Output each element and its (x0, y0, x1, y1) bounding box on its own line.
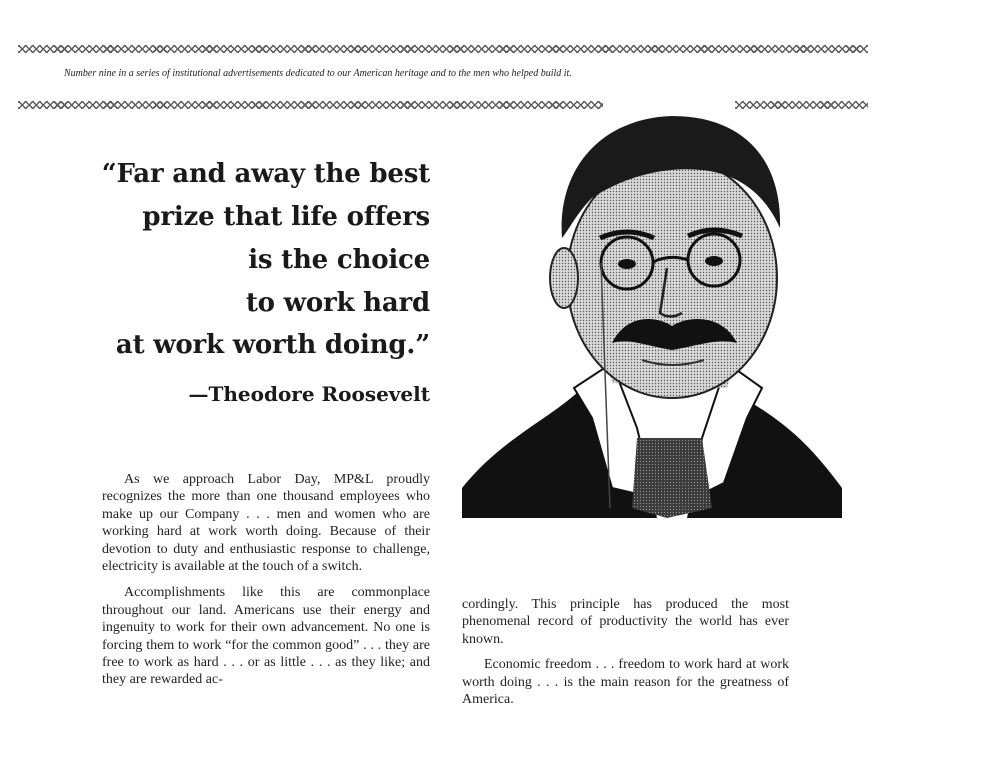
body-paragraph-1: As we approach Labor Day, MP&L proudly recognizes the more than one thousand employees who make up our Company . . . men and women who are working hard at work worth doing. Because of their devotion to duty and enthusiastic response to challenge, electricity is available at the touch of a switch. (102, 472, 430, 575)
quote-line: “Far and away the best (101, 159, 430, 189)
body-paragraph-2-end: cordingly. This principle has produced the most phenomenal record of productivity the world has ever known. (462, 597, 789, 647)
body-paragraph-2-start: Accomplishments like this are commonplace throughout our land. Americans use their energy and ingenuity to work for their own advancement. No one is forcing them to work “for the common good” . . . they are free to work as hard . . . or as little . . . as they like; and they are rewarded ac- (102, 585, 430, 688)
portrait-tie (632, 438, 712, 518)
series-caption: Number nine in a series of institutional advertisements dedicated to our American heritage and to the men who helped build it. (64, 68, 572, 79)
decorative-border-top (18, 45, 868, 53)
quote-line: at work worth doing.” (115, 330, 430, 360)
quote-line: prize that life offers (142, 202, 430, 232)
quote-line: to work hard (245, 288, 430, 318)
portrait-face (567, 158, 777, 398)
body-column-left (102, 471, 430, 697)
portrait-illustration (462, 88, 842, 520)
quote-attribution: —Theodore Roosevelt (188, 382, 430, 406)
body-paragraph-3: Economic freedom . . . freedom to work hard at work worth doing . . . is the main reason for the greatness of America. (462, 657, 789, 708)
body-column-right (462, 596, 789, 716)
quote-line: is the choice (248, 245, 430, 275)
